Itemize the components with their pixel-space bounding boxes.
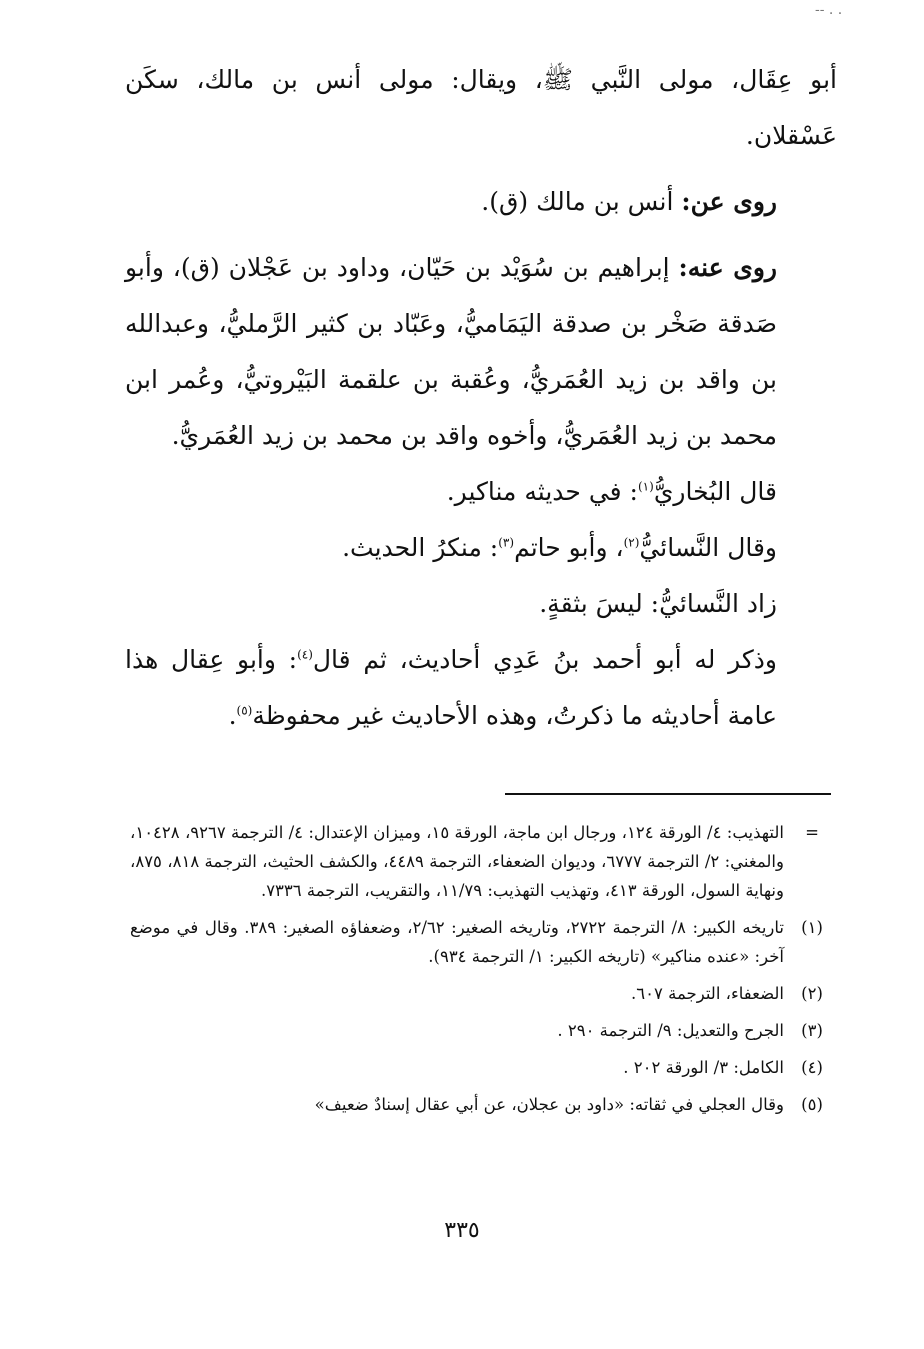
footnote-text: التهذيب: ٤/ الورقة ١٢٤، ورجال ابن ماجة، الورقة ١٥، وميزان الإعتدال: ٤/ الترجمة ٩٢٦٧، ١٠٤٢٨، والمغني: ٢/ الترجمة ٦٧٧٧، وديوان الضعفاء، الترجمة ٤٤٨٩، والكشف الحثيث، الترجمة ٨١٨، ٨٧٥، ونهاية السول، الورقة ٤١٣، وتهذيب التهذيب: ١١/٧٩، والتقريب، الترجمة ٧٣٣٦.: [130, 823, 784, 900]
footnote-ref-5[interactable]: (٥): [236, 703, 253, 718]
narrated-from-text: أنس بن مالك (ق).: [481, 187, 674, 216]
nasai-statement: [125, 520, 837, 576]
footnote-text: تاريخه الكبير: ٨/ الترجمة ٢٧٢٢، وتاريخه الصغير: ٢/٦٢، وضعفاؤه الصغير: ٣٨٩. وقال في موضع آخر: «عنده مناكير» (تاريخه الكبير: ١/ الترجمة ٩٣٤).: [130, 918, 784, 966]
footnote-marker: (٢): [801, 984, 823, 1003]
footnote-marker: =: [805, 823, 819, 842]
narrated-from: [125, 174, 837, 230]
footnote-ref-3[interactable]: (٣): [498, 535, 515, 550]
page-number: ٣٣٥: [444, 1218, 480, 1243]
entry-intro: [125, 52, 837, 164]
footnote-text: وقال العجلي في ثقاته: «داود بن عجلان، عن أبي عقال إسنادٌ ضعيف»: [314, 1095, 784, 1114]
footnote-continuation: [130, 818, 840, 905]
ibn-adi-end: .: [228, 701, 237, 730]
footnotes: [130, 818, 840, 1127]
bukhari-statement: [125, 464, 837, 520]
footnote-ref-2[interactable]: (٢): [623, 535, 640, 550]
bukhari-verdict: : في حديثه مناكير.: [446, 477, 638, 506]
footnote-divider: [505, 793, 831, 795]
nasai-addition-text: زاد النَّسائيُّ: ليسَ بثقةٍ.: [539, 589, 777, 618]
footnote-text: الجرح والتعديل: ٩/ الترجمة ٢٩٠ .: [557, 1021, 784, 1040]
intro-text: أبو عِقَال، مولى النَّبي ﷺ، ويقال: مولى أنس بن مالك، سكَن عَسْقلان.: [125, 65, 837, 150]
top-mark: -- . .: [815, 2, 843, 18]
abu-hatim-text: ، وأبو حاتم: [514, 533, 624, 562]
footnote-marker: (٣): [801, 1021, 823, 1040]
footnote-text: الضعفاء، الترجمة ٦٠٧.: [631, 984, 784, 1003]
narrated-by-text: إبراهيم بن سُوَيْد بن حَيّان، وداود بن عَجْلان (ق)، وأبو صَدقة صَخْر بن صدقة اليَمَاميُّ، وعَبّاد بن كثير الرَّمليُّ، وعبدالله بن واقد بن زيد العُمَريُّ، وعُقبة بن علقمة البَيْروتيُّ، وعُمر ابن محمد بن زيد العُمَريُّ، وأخوه واقد بن محمد بن زيد العُمَريُّ.: [125, 253, 777, 450]
narrated-from-label: روى عن:: [681, 187, 777, 216]
narrated-by-label: روى عنه:: [678, 253, 777, 282]
ibn-adi-verdict: : وأبو عِقال هذا عامة أحاديثه ما ذكرتُ، وهذه الأحاديث غير محفوظة: [125, 645, 777, 730]
nasai-verdict: : منكرُ الحديث.: [342, 533, 499, 562]
footnote-marker: (٤): [801, 1058, 823, 1077]
ibn-adi-text: وذكر له أبو أحمد بنُ عَدِي أحاديث، ثم قال: [312, 645, 777, 674]
ibn-adi-statement: [125, 632, 837, 744]
footnote-2: [130, 979, 840, 1008]
footnote-marker: (٥): [801, 1095, 823, 1114]
nasai-text: وقال النَّسائيُّ: [639, 533, 777, 562]
bukhari-text: قال البُخاريُّ: [653, 477, 777, 506]
footnote-ref-4[interactable]: (٤): [297, 647, 313, 662]
footnote-ref-1[interactable]: (١): [637, 479, 654, 494]
footnote-4: [130, 1053, 840, 1082]
footnote-5: [130, 1090, 840, 1119]
footnote-marker: (١): [801, 918, 823, 937]
biography-entry: [125, 52, 837, 744]
footnote-3: [130, 1016, 840, 1045]
narrated-by: [125, 240, 837, 464]
footnote-1: [130, 913, 840, 971]
nasai-addition: [125, 576, 837, 632]
footnote-text: الكامل: ٣/ الورقة ٢٠٢ .: [623, 1058, 784, 1077]
